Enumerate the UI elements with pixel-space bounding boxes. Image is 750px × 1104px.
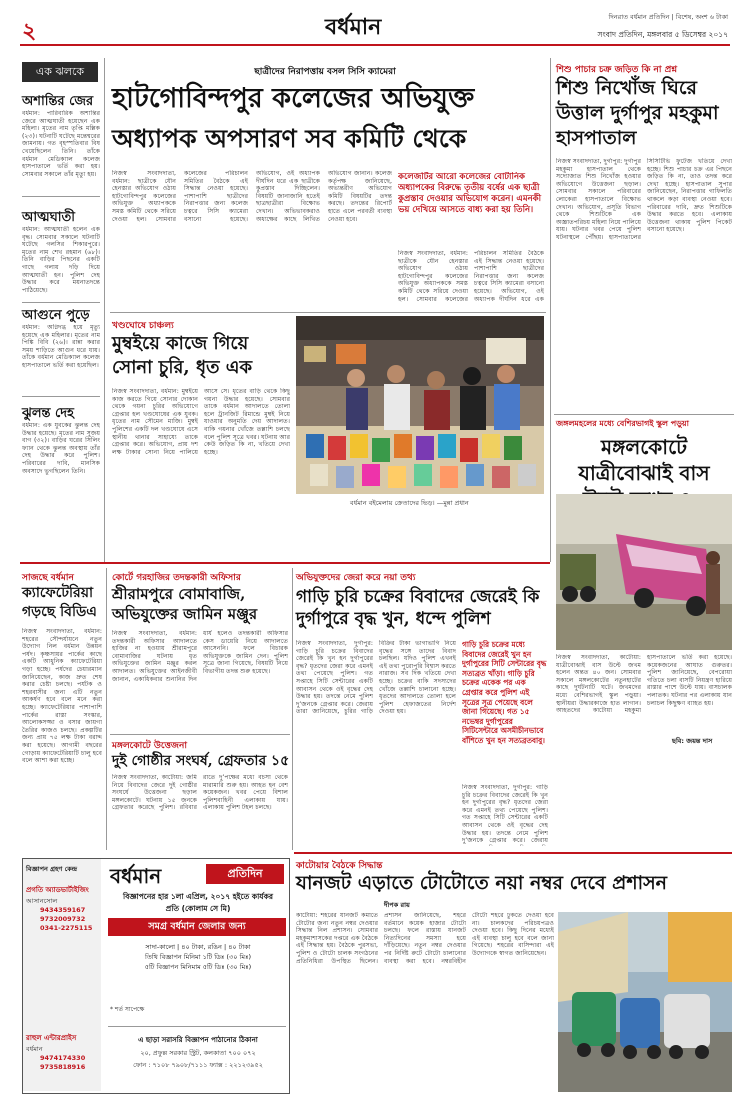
toto-street-image: [558, 912, 732, 1092]
divider: [22, 396, 100, 397]
ad-paper-logo: [206, 864, 284, 884]
lead-kicker-text: ছাত্রীদের নিরাপত্তায় বসল সিসি ক্যামেরা: [254, 67, 396, 77]
ad-rate-plain: সাদা-কালো | ৪০ টাকা, রঙিন | ৪০ টাকা: [145, 943, 251, 951]
bus-body: নিজস্ব সংবাদদাতা, কাটোয়া: যাত্রীবোঝাই বাস উল্টে জখম হলেন অন্তত ৪০ জন। সোমবার সকালে মঙ্গলকোটের নতুনহাটের কাছে দুর্ঘটনাটি ঘটে। জখমদের মধ্যে বেশিরভাগই স্কুল পড়ুয়া। স্থানীয়রা উদ্ধারকাজে হাত লাগান। আহতদের কাটোয়া মহকুমা হাসপাতালে ভর্তি করা হয়েছে। কয়েকজনের আঘাত গুরুতর। পুলিশ জানিয়েছে, বেপরোয়া গতিতে চলা বাসটি নিয়ন্ত্রণ হারিয়ে রাস্তার পাশে উল্টে যায়। বাসচালক পলাতক। ঘটনার পর এলাকায় যান চলাচল কিছুক্ষণ ব্যাহত হয়।: [556, 654, 732, 715]
bus-kicker: জঙ্গলমহলের মধ্যে বেশিরভাগই স্কুল পড়ুয়া: [556, 419, 689, 428]
ad-centre1-phone: 9434359167: [40, 906, 86, 914]
ad-centre2-name: রাহুল এন্টারপ্রাইস: [26, 1034, 77, 1042]
sidebar-item-body: বর্ধমান: আত্মঘাতী হলেন এক বৃদ্ধ। সোমবার সকালে ঘটনাটি ঘটেছে গলসির শিকারপুরে। মৃতের নাম শেখ রহমান (৬৮)। তিনি বাড়ির পিছনের একটি গাছে গলায় দড়ি দিয়ে আত্মঘাতী হন। পুলিশ দেহ উদ্ধার করে ময়নাতদন্তে পাঠিয়েছে।: [22, 226, 100, 294]
mumbai-kicker: খণ্ডঘোষে চাঞ্চল্য: [112, 321, 174, 331]
divider: [110, 734, 290, 735]
ad-centre2-phone: 9735818916: [40, 1063, 86, 1071]
right-top-headline: শিশু নিখোঁজ ঘিরে উত্তাল দুর্গাপুর মহকুমা হাসপাতাল: [556, 77, 719, 149]
right-top-body: নিজস্ব সংবাদদাতা, দুর্গাপুর: দুর্গাপুর মহকুমা হাসপাতাল থেকে সদ্যোজাত শিশু নিখোঁজ হওয়ার অভিযোগে উত্তেজনা ছড়াল। সোমবার সকালে পরিবারের লোকেরা হাসপাতালে বিক্ষোভ দেখান। অভিযোগ, প্রসূতি বিভাগ থেকে শিশুটিকে এক অজ্ঞাতপরিচয় মহিলা নিয়ে পালিয়ে যায়। ঘটনার খবর পেয়ে পুলিশ ঘটনাস্থলে পৌঁছয়। হাসপাতালের সিসিটিভি ফুটেজ খতিয়ে দেখা হচ্ছে। শিশু পাচার চক্র এর পিছনে জড়িত কি না, তাও তদন্ত করে দেখা হচ্ছে। হাসপাতাল সুপার জানিয়েছেন, নিরাপত্তার গাফিলতি থাকলে কড়া ব্যবস্থা নেওয়া হবে। পরিবারের দাবি, দ্রুত শিশুটিকে উদ্ধার করতে হবে। এলাকায় উত্তেজনা থাকায় পুলিশ পিকেট বসানো হয়েছে।: [556, 158, 732, 241]
sidebar-item-title: ঝুলন্ত দেহ: [22, 406, 74, 421]
masthead-date: সংবাদ প্রতিদিন, মঙ্গলবার ৫ ডিসেম্বর ২০১৭: [597, 30, 728, 39]
photo-caption: বর্ধমান বইমেলায় ক্রেতাদের ভিড়। —মুন্না প্রধান: [350, 499, 469, 507]
murder-headline: গাড়ি চুরি চক্রের বিবাদের জেরেই কি দুর্গাপুরে বৃদ্ধ খুন, ধন্দে পুলিশ: [296, 587, 540, 629]
toto-body: কাটোয়া: শহরের যানজট কমাতে টোটোর জন্য নতুন নম্বর দেওয়ার সিদ্ধান্ত নিল প্রশাসন। সোমবার মহকুমাশাসকের দপ্তরে এক বৈঠকে এই সিদ্ধান্ত হয়। বৈঠকে পুরসভা, পুলিশ ও টোটো চালক সংগঠনের প্রতিনিধিরা উপস্থিত ছিলেন। প্রশাসন জানিয়েছে, শহরে বর্তমানে কয়েক হাজার টোটো চলছে। ফলে রাস্তায় যানজট নিত্যদিনের সমস্যা হয়ে দাঁড়িয়েছে। নতুন নম্বর দেওয়ার পর নির্দিষ্ট রুটে টোটো চালানোর ব্যবস্থা করা হবে। নম্বরবিহীন টোটো শহরে ঢুকতে দেওয়া হবে না। চালকদের পরিচয়পত্রও দেওয়া হবে। কিছু দিনের মধ্যেই এই ব্যবস্থা চালু হবে বলে জানা গিয়েছে। শহরের বাসিন্দারা এই উদ্যোগকে স্বাগত জানিয়েছেন।: [296, 912, 554, 965]
column-divider: [292, 568, 293, 850]
toto-byline: দীপক রায়: [384, 901, 410, 909]
sidebar-item-title: অশান্তির জের: [22, 94, 94, 109]
clash-body: নিজস্ব সংবাদদাতা, কাটোয়া: জমি নিয়ে বিবাদের জেরে দুই গোষ্ঠীর সংঘর্ষে উত্তেজনা ছড়াল মঙ্গলকোটে। ঘটনায় ১৫ জনকে গ্রেফতার করেছে পুলিশ। রবিবার রাতে দু’পক্ষের মধ্যে বচসা থেকে মারামারি শুরু হয়। আহত হন বেশ কয়েকজন। খবর পেয়ে বিশাল পুলিশবাহিনী এলাকায় যায়। এলাকায় পুলিশ টহল চলছে।: [112, 774, 288, 812]
ad-rate-line1: বিজ্ঞাপনের হার ১লা এপ্রিল, ২০১৭ হইতে কার্যকর: [123, 892, 273, 901]
divider: [110, 312, 546, 313]
ad-header: বিজ্ঞাপন গ্রহণ কেন্দ্র: [26, 865, 78, 873]
lead-pullquote: কলেজটির আরো কলেজের বোটানিক অধ্যাপকের বিরুদ্ধে তৃতীয় বর্ষের এক ছাত্রী কুপ্রস্তাব দেওয়ার অভিযোগ করেন। এমনকী ভয় দেখিয়ে আসতে বাধ্য করা হয় তিনি।: [398, 172, 542, 215]
lead-kicker: [110, 64, 540, 79]
ad-centre2-place: বর্ধমান: [26, 1045, 43, 1053]
srirampur-kicker: কোর্টে গরহাজির তদন্তকারী অফিসার: [112, 573, 241, 583]
column-divider: [104, 58, 105, 562]
divider: [22, 196, 100, 197]
lead-headline-line1: হাটগোবিন্দপুর কলেজের অভিযুক্ত: [112, 83, 475, 114]
ad-phone: ফোন : ৭১০৮ ৭৯০৮/৭১১১ ফ্যাক্স : ২২১২৩৯৫২: [133, 1061, 263, 1069]
ad-address-title: এ ছাড়া সরাসরি বিজ্ঞাপন পাঠানোর ঠিকানা: [138, 1036, 258, 1044]
ad-address: ২০, প্রফুল্ল সরকার স্ট্রিট, কলকাতা ৭০০ ০৭২: [140, 1049, 256, 1057]
ad-rate-extra1: তিথি বিজ্ঞাপন মিনিমা ১টি ডিঃ (৩০ মিঃ): [145, 953, 251, 961]
sidebar-item-title: আত্মঘাতী: [22, 210, 75, 225]
book-fair-photo: [296, 316, 544, 494]
clash-kicker: মঙ্গলকোটে উত্তেজনা: [112, 741, 187, 751]
ad-paper-logo-text: প্রতিদিন: [227, 867, 263, 880]
ad-centre1-phone: 9732009732: [40, 915, 86, 923]
srirampur-headline: শ্রীরামপুরে বোমাবাজি, অভিযুক্তের জামিন মঞ্জুর: [112, 585, 258, 623]
ad-rate-extra2: ৫টি বিজ্ঞাপন মিনিমাম ৫টি ডিঃ (৩০ মিঃ): [144, 963, 252, 971]
book-fair-image: [296, 316, 544, 494]
ad-centre1-name: প্রগতি অ্যাডভার্টাইজিং: [26, 886, 89, 894]
toto-kicker: কাটোয়ার বৈঠকে সিদ্ধান্ত: [296, 861, 383, 871]
masthead-right-line1: দিনরাত বর্ধমান প্রতিদিন | বিশেষ, অংশ ৬ টাকা: [608, 13, 728, 21]
cafeteria-kicker: সাজছে বর্ধমান: [22, 573, 74, 583]
murder-pullquote: গাড়ি চুরি চক্রের মধ্যে বিবাদের জেরেই খুন হন দুর্গাপুরের সিটি সেন্টারের বৃদ্ধ সত্যব্রত খাঁড়া। গাড়ি চুরি চক্রের একেক পর এক গ্রেপ্তার করে পুলিশ এই সূত্রের সূত্র পেয়েছে বলে জানা গিয়েছে। গত ১৫ নভেম্বর দুর্গাপুরের সিটিসেন্টারে অসমীচীনভাবে বাঁশিতে খুন হন সত্যব্রতবাবু।: [462, 640, 547, 745]
column-divider: [106, 568, 107, 850]
divider: [554, 414, 734, 415]
srirampur-body: নিজস্ব সংবাদদাতা, বর্ধমান: তদন্তকারী অফিসার আদালতে হাজির না হওয়ায় শ্রীরামপুরে বোমাবাজির ঘটনায় ধৃত অভিযুক্তের জামিন মঞ্জুর করল আদালত। অভিযুক্তের আইনজীবী জানান, একাধিকবার শুনানির দিন ধার্য হলেও তদন্তকারী অফিসার কেস ডায়েরি নিয়ে আদালতে আসেননি। ফলে বিচারক অভিযুক্তকে জামিন দেন। পুলিশ সূত্রে জানা গিয়েছে, বিষয়টি নিয়ে বিভাগীয় তদন্ত শুরু হয়েছে।: [112, 630, 288, 683]
bus-headline: মঙ্গলকোটে যাত্রীবোঝাই বাস: [578, 435, 710, 485]
ad-banner-text: সমগ্র বর্ধমান জেলার জন্য: [148, 921, 246, 932]
mumbai-headline: মুম্বইয়ে কাজে গিয়ে সোনা চুরি, ধৃত এক: [112, 333, 253, 378]
divider: [22, 302, 100, 303]
murder-body: নিজস্ব সংবাদদাতা, দুর্গাপুর: গাড়ি চুরি চক্রের বিবাদের জেরেই কি খুন হন দুর্গাপুরের বৃদ্ধ? ধৃতদের জেরা করে এমনই তথ্য পেয়েছে পুলিশ। গত সপ্তাহে সিটি সেন্টারের একটি আবাসন থেকে ওই বৃদ্ধের দেহ উদ্ধার হয়। তদন্তে নেমে পুলিশ দু’জনকে গ্রেপ্তার করে। জেরায় তারা জানিয়েছে, চুরির গাড়ি বিক্রির টাকা ভাগাভাগি নিয়ে বৃদ্ধের সঙ্গে তাদের বিবাদ চলছিল। যদিও পুলিশ এখনই এই তথ্য পুরোপুরি বিশ্বাস করতে নারাজ। সব দিক খতিয়ে দেখা হচ্ছে। চক্রের বাকি সদস্যদের খোঁজে তল্লাশি চালানো হচ্ছে। ধৃতদের আদালতে তোলা হলে পুলিশ হেফাজতের নির্দেশ দেওয়া হয়।: [296, 640, 456, 716]
toto-headline: যানজট এড়াতে টোটোতে নয়া নম্বর দেবে প্রশাসন: [296, 872, 667, 894]
bus-accident-image: [556, 494, 732, 650]
sidebar-item-title: আগুনে পুড়ে: [22, 308, 90, 323]
ad-rate-line2: প্রতি (কোলাম সে মি): [165, 904, 231, 913]
sidebar-label-text: এক ঝলকে: [35, 65, 85, 78]
sidebar-item-body: বর্ধমান: অগ্নিদগ্ধ হয়ে মৃত্যু হয়েছে এক মহিলার। মৃতের নাম পিঙ্কি বিবি (২৬)। রান্না করার সময় শাড়িতে আগুন ধরে যায়। তাঁকে বর্ধমান মেডিক্যাল কলেজ হাসপাতালে ভর্তি করা হয়েছিল।: [22, 324, 100, 369]
column-divider: [550, 58, 551, 562]
lead-body-continued-text: নিজস্ব সংবাদদাতা, বর্ধমান: ছাত্রীকে যৌন হেনস্তার অভিযোগ ওঠায় হাটগোবিন্দপুর কলেজের অভিযুক্ত অধ্যাপককে সমস্ত কমিটি থেকে সরিয়ে দেওয়া হল। সোমবার কলেজের পরিচালন সমিতির বৈঠকে এই সিদ্ধান্ত নেওয়া হয়েছে। পাশাপাশি ছাত্রীদের নিরাপত্তার জন্য কলেজ চত্বরে সিসি ক্যামেরা বসানো হয়েছে। অভিযোগ, ওই অধ্যাপক দীর্ঘদিন ধরে এক: [398, 250, 544, 303]
murder-body-continued: [462, 784, 548, 846]
ad-centre2-phone: 9474174330: [40, 1054, 86, 1062]
page-number: ২: [22, 18, 37, 44]
lead-body: নিজস্ব সংবাদদাতা, বর্ধমান: ছাত্রীকে যৌন হেনস্তার অভিযোগ ওঠায় হাটগোবিন্দপুর কলেজের অভিযুক্ত অধ্যাপককে সমস্ত কমিটি থেকে সরিয়ে দেওয়া হল। সোমবার কলেজের পরিচালন সমিতির বৈঠকে এই সিদ্ধান্ত নেওয়া হয়েছে। পাশাপাশি ছাত্রীদের নিরাপত্তার জন্য কলেজ চত্বরে সিসি ক্যামেরা বসানো হয়েছে। অভিযোগ, ওই অধ্যাপক দীর্ঘদিন ধরে এক ছাত্রীকে কুপ্রস্তাব দিচ্ছিলেন। বিষয়টি জানাজানি হতেই ছাত্রছাত্রীরা বিক্ষোভ দেখান। অভিভাবকরাও অধ্যক্ষের কাছে লিখিত অভিযোগ জানান। কলেজ কর্তৃপক্ষ জানিয়েছে, অভ্যন্তরীণ অভিযোগ কমিটি বিষয়টির তদন্ত করছে। তদন্তের রিপোর্ট হাতে এলে পরবর্তী ব্যবস্থা নেওয়া হবে।: [112, 170, 392, 223]
murder-body-continued-text: নিজস্ব সংবাদদাতা, দুর্গাপুর: গাড়ি চুরি চক্রের বিবাদের জেরেই কি খুন হন দুর্গাপুরের বৃদ্ধ? ধৃতদের জেরা করে এমনই তথ্য পেয়েছে পুলিশ। গত সপ্তাহে সিটি সেন্টারের একটি আবাসন থেকে ওই বৃদ্ধের দেহ উদ্ধার হয়। তদন্তে নেমে পুলিশ দু’জনকে গ্রেপ্তার করে। জেরায়: [462, 784, 548, 845]
section-rule: [294, 852, 732, 854]
toto-photo: [558, 912, 732, 1092]
murder-kicker: অভিযুক্তদের জেরা করে নয়া তথ্য: [296, 573, 416, 583]
mumbai-body: নিজস্ব সংবাদদাতা, বর্ধমান: মুম্বইয়ে কাজ করতে গিয়ে সোনার দোকান থেকে গয়না চুরির অভিযোগে গ্রেপ্তার হল খণ্ডঘোষের এক যুবক। ধৃতের নাম সৌমেন মাজি। মুম্বই পুলিশের একটি দল খণ্ডঘোষে এসে স্থানীয় থানার সাহায্যে তাকে গ্রেপ্তার করে। অভিযোগ, প্রায় দশ লক্ষ টাকার সোনা নিয়ে পালিয়ে আসে সে। ধৃতের বাড়ি থেকে কিছু গয়না উদ্ধার হয়েছে। সোমবার তাকে বর্ধমান আদালতে তোলা হলে ট্রানজিট রিমান্ডে মুম্বই নিয়ে যাওয়ার অনুমতি দেয় আদালত। বাকি গয়নার খোঁজে তল্লাশি চলছে বলে পুলিশ সূত্রে খবর। ঘটনায় আর কেউ জড়িত কি না, খতিয়ে দেখা হচ্ছে।: [112, 388, 290, 456]
lead-headline-line2: অধ্যাপক অপসারণ সব কমিটি থেকে: [112, 124, 467, 153]
section-title: বর্ধমান: [325, 14, 382, 40]
sidebar-label: [22, 62, 98, 82]
lead-body-continued: [398, 250, 544, 308]
masthead-rule: [20, 44, 730, 46]
section-rule: [20, 562, 550, 564]
bus-byline: ছবি: জয়ন্ত দাস: [672, 737, 713, 745]
ad-centre1-phone: 0341-2275115: [40, 924, 93, 932]
bus-photo: [556, 494, 732, 650]
sidebar-item-body: বর্ধমান: পারিবারিক অশান্তির জেরে আত্মঘাতী হয়েছেন এক মহিলা। মৃতের নাম তৃপ্তি মল্লিক (২৩)। ঘটনাটি ঘটেছে মন্তেশ্বরের জামনায়। গত বৃহস্পতিবার বিষ খেয়েছিলেন তিনি। তাঁকে বর্ধমান মেডিক্যাল কলেজ হাসপাতালে ভর্তি করা হয়। সোমবার সকালে তাঁর মৃত্যু হয়।: [22, 110, 100, 178]
cafeteria-headline: ক্যাফেটেরিয়া গড়ছে বিডিএ: [22, 585, 97, 620]
ad-brand: বর্ধমান: [110, 864, 162, 888]
right-top-kicker: শিশু পাচার চক্র জড়িত কি না প্রশ্ন: [556, 65, 678, 75]
sidebar-item-body: বর্ধমান: এক যুবকের ঝুলন্ত দেহ উদ্ধার হয়েছে। মৃতের নাম সুজয় বাগ (৩২)। বাড়ির ঘরের সিলিং ফ্যান থেকে ঝুলন্ত অবস্থায় তাঁর দেহ উদ্ধার করে পুলিশ। পরিবারের দাবি, মানসিক অবসাদে ভুগছিলেন তিনি।: [22, 422, 100, 475]
clash-headline: দুই গোষ্ঠীর সংঘর্ষ, গ্রেফতার ১৫: [112, 753, 290, 769]
ad-footnote: * শর্ত সাপেক্ষে: [110, 1006, 145, 1013]
cafeteria-body: নিজস্ব সংবাদদাতা, বর্ধমান: শহরের সৌন্দর্যায়নে নতুন উদ্যোগ নিল বর্ধমান উন্নয়ন পর্ষদ। কৃষ্ণসায়র পার্কের কাছে একটি আধুনিক ক্যাফেটেরিয়া গড়া হচ্ছে। পর্ষদের চেয়ারম্যান জানিয়েছেন, কাজ দ্রুত শেষ করার চেষ্টা চলছে। পর্যটক ও শহরবাসীর জন্য এটি নতুন আকর্ষণ হবে বলে মনে করা হচ্ছে। ক্যাফেটেরিয়ার পাশাপাশি পার্কের রাস্তা সংস্কার, আলোকসজ্জা ও বসার জায়গা তৈরির কাজও চলছে। প্রকল্পটির জন্য প্রায় ৭৫ লক্ষ টাকা বরাদ্দ করা হয়েছে। আগামী বছরের গোড়ায় ক্যাফেটেরিয়াটি চালু হবে বলে আশা করা হচ্ছে।: [22, 628, 102, 765]
ad-banner: [108, 918, 286, 936]
ad-centre1-place: আসানসোল: [26, 897, 58, 905]
